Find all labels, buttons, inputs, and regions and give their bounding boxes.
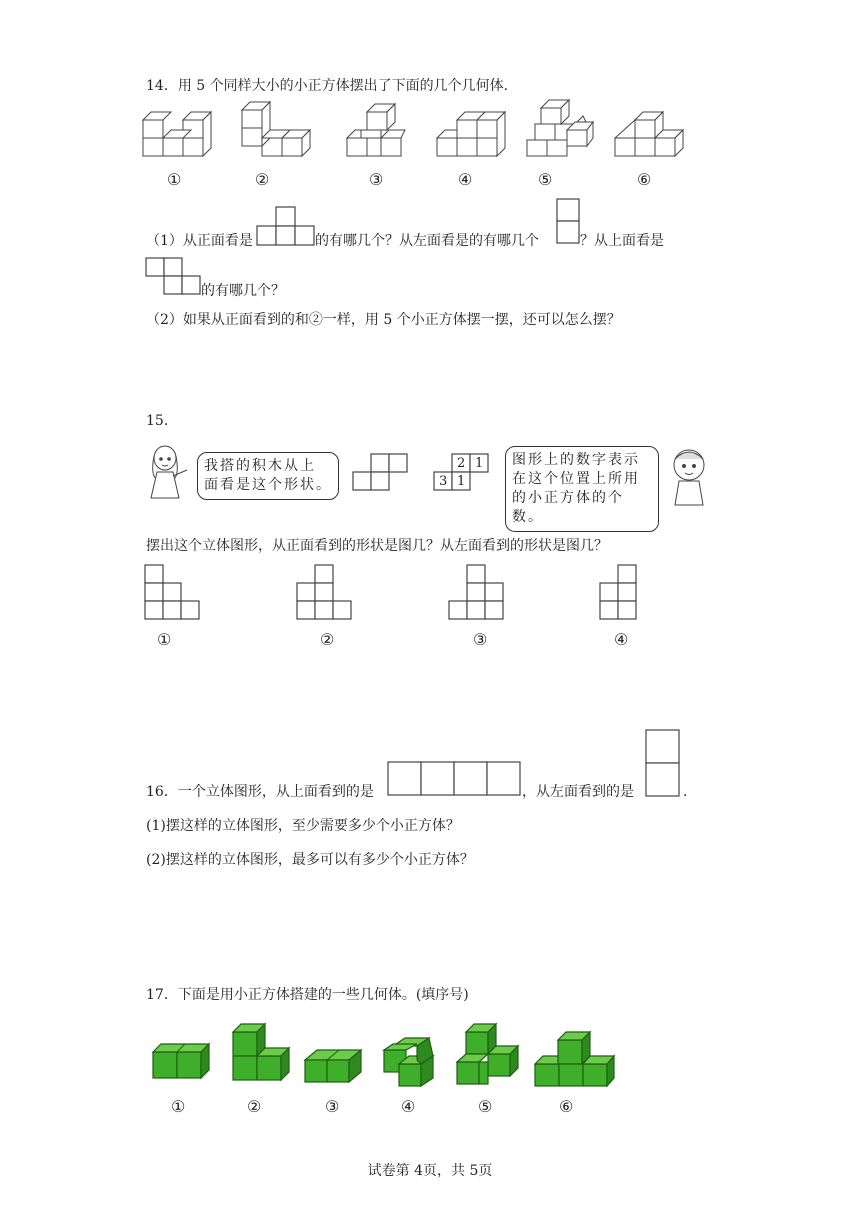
boy-illustration — [665, 445, 715, 510]
q14-label-2: ② — [255, 170, 270, 189]
q14-sub1-a: （1）从正面看是 — [146, 233, 253, 249]
q14-label-1: ① — [167, 170, 182, 189]
bubble-right-line3: 的小正方体的个数。 — [512, 490, 624, 525]
grid-num-a: 2 — [457, 456, 466, 471]
q15-title: 15． — [146, 413, 178, 429]
grid-num-b: 1 — [475, 456, 484, 471]
q14-label-3: ③ — [369, 170, 384, 189]
grid-num-c: 3 — [439, 474, 448, 489]
q17-solid-6 — [534, 1030, 614, 1088]
bubble-left-line1: 我搭的积木从上 — [204, 458, 316, 474]
page-footer: 试卷第 4页，共 5页 — [367, 1163, 493, 1179]
bubble-right-line2: 在这个位置上所用 — [512, 471, 640, 487]
q16-sub2: (2)摆这样的立体图形，最多可以有多少个小正方体？ — [146, 852, 474, 868]
q17-label-2: ② — [247, 1097, 262, 1116]
q15-option-2 — [296, 564, 354, 622]
bubble-left — [197, 452, 339, 500]
q14-label-6: ⑥ — [637, 170, 652, 189]
q17-solid-4 — [383, 1036, 441, 1090]
q17-solid-3 — [304, 1046, 366, 1086]
q16-top-view-shape — [387, 761, 521, 797]
q15-top-view — [352, 453, 412, 495]
bubble-left-line2: 面看是这个形状。 — [204, 477, 332, 493]
q14-sub1-b: 的有哪几个？从左面看是的有哪几个 — [315, 233, 539, 249]
q17-label-4: ④ — [401, 1097, 416, 1116]
q15-label-1: ① — [157, 630, 172, 649]
q17-label-5: ⑤ — [478, 1097, 493, 1116]
q14-sub2: （2）如果从正面看到的和②一样，用 5 个小正方体摆一摆，还可以怎么摆？ — [146, 312, 621, 328]
q14-left-view-shape — [556, 198, 580, 244]
q14-label-4: ④ — [458, 170, 473, 189]
q14-solid-4 — [437, 105, 507, 160]
q17-label-6: ⑥ — [559, 1097, 574, 1116]
q16-sub1: (1)摆这样的立体图形，至少需要多少个小正方体？ — [146, 818, 460, 834]
q14-top-view-shape — [145, 257, 201, 297]
grid-num-d: 1 — [457, 474, 466, 489]
q15-option-4 — [599, 564, 639, 622]
q15-option-3 — [448, 564, 506, 622]
q14-solid-2 — [242, 100, 312, 160]
girl-illustration — [145, 442, 195, 502]
q17-solid-2 — [232, 1022, 292, 1082]
q14-sub1-d: 的有哪几个？ — [201, 283, 285, 299]
q17-label-3: ③ — [325, 1097, 340, 1116]
q15-question: 摆出这个立体图形，从正面看到的形状是图几？从左面看到的形状是图几？ — [146, 538, 608, 554]
q17-solid-5 — [456, 1022, 520, 1088]
q14-solid-3 — [347, 100, 407, 160]
q16-title-a: 16．一个立体图形，从上面看到的是 — [146, 784, 374, 800]
q15-label-2: ② — [320, 630, 335, 649]
q16-title-c: . — [683, 784, 688, 800]
bubble-right — [505, 446, 659, 532]
q16-left-view-shape — [645, 729, 681, 797]
q14-title: 14．用 5 个同样大小的小正方体摆出了下面的几个几何体. — [146, 78, 509, 94]
bubble-right-line1: 图形上的数字表示 — [512, 452, 640, 468]
q17-label-1: ① — [171, 1097, 186, 1116]
q16-title-b: ，从左面看到的是 — [522, 784, 634, 800]
q15-label-3: ③ — [473, 630, 488, 649]
q17-title: 17．下面是用小正方体搭建的一些几何体。(填序号) — [146, 987, 469, 1003]
q15-option-1 — [144, 564, 202, 622]
q14-solid-6 — [615, 103, 685, 160]
q14-front-view-shape — [257, 206, 315, 246]
q14-sub1-c: ？从上面看是 — [580, 233, 664, 249]
q14-label-5: ⑤ — [538, 170, 553, 189]
q17-solid-1 — [152, 1042, 212, 1082]
q15-label-4: ④ — [614, 630, 629, 649]
q14-solid-5 — [527, 100, 597, 160]
q14-solid-1 — [143, 105, 213, 160]
